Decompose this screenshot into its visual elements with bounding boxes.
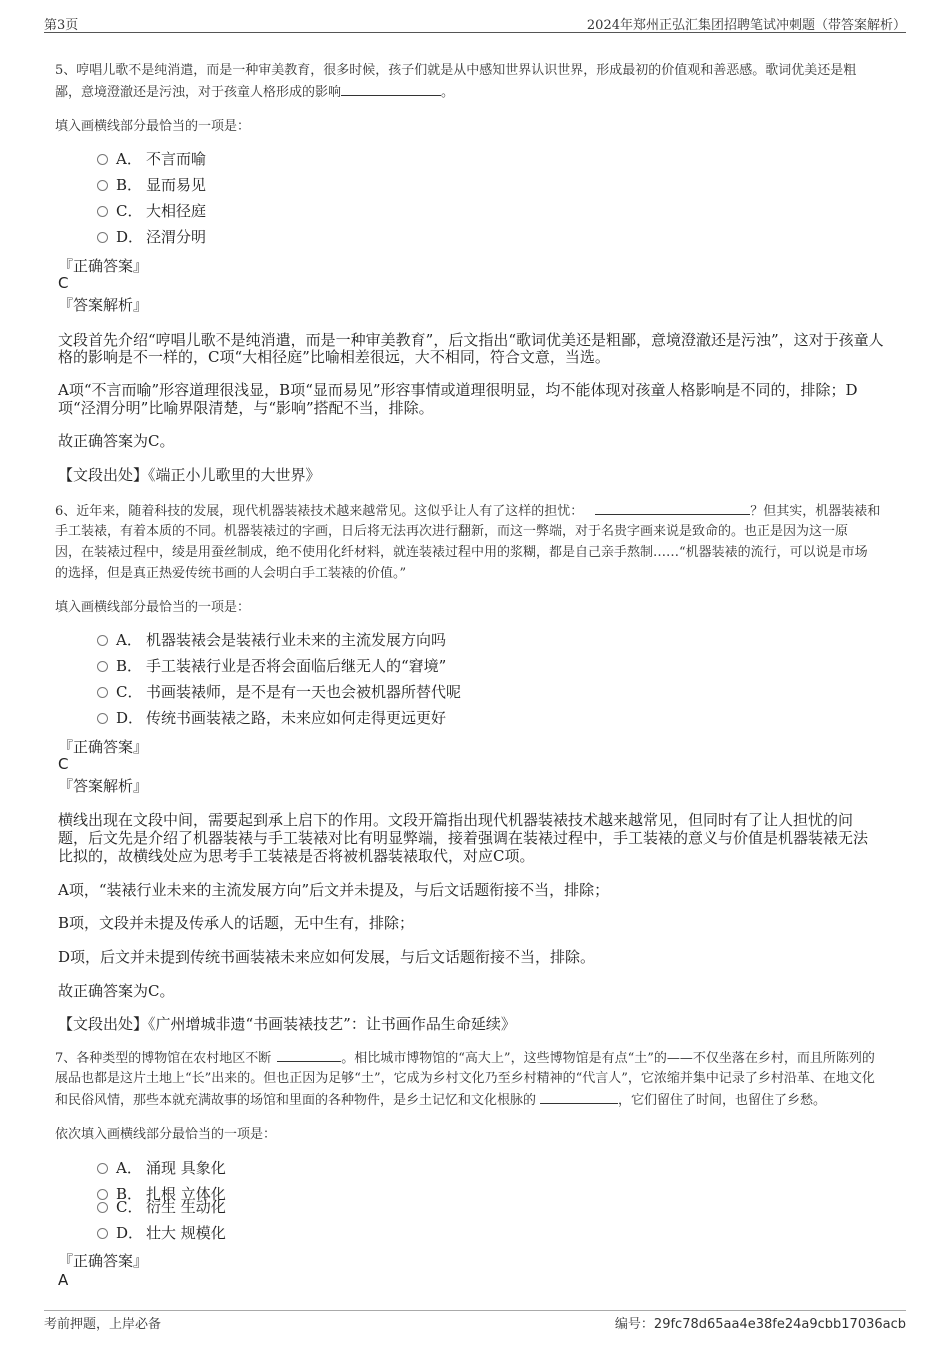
footer-code-value: 29fc78d65aa4e38fe24a9cbb17036acb bbox=[653, 1317, 906, 1332]
page-number: 第3页 bbox=[44, 18, 79, 33]
q5-stem-line1: 5、哼唱儿歌不是纯消遣，而是一种审美教育，很多时候，孩子们就是从中感知世界认识世界，形成最初的价值观和善恶感。歌词优美还是粗 bbox=[55, 63, 857, 78]
footer-divider bbox=[44, 1310, 906, 1311]
q7-stem-line3: 和民俗风情，那些本就充满故事的场馆和里面的各种物件，是乡土记忆和文化根脉的 ，它们留住了时间，也留住了乡愁。 bbox=[55, 1089, 826, 1111]
q5-blank bbox=[341, 81, 441, 96]
radio-icon[interactable] bbox=[97, 713, 108, 724]
page-footer bbox=[44, 1313, 906, 1333]
q6-analysis-p4: D项，后文并未提到传统书画装裱未来应如何发展，与后文话题衔接不当，排除。 bbox=[58, 948, 596, 966]
q7-option-b[interactable]: B． 扎根 立体化 bbox=[97, 1184, 226, 1204]
q6-analysis-p3: B项，文段并未提及传承人的话题，无中生有，排除； bbox=[58, 914, 415, 932]
q5-analysis-label: 『答案解析』 bbox=[58, 296, 149, 314]
q7-blank-1 bbox=[277, 1047, 341, 1062]
q7-option-c[interactable]: C． 衍生 生动化 bbox=[97, 1197, 226, 1217]
q6-source: 【文段出处】《广州增城非遗“书画装裱技艺”：让书画作品生命延续》 bbox=[58, 1015, 516, 1033]
radio-icon[interactable] bbox=[97, 206, 108, 217]
q6-stem-line2: 手工装裱，有着本质的不同。机器装裱过的字画，日后将无法再次进行翻新，而这一弊端，对于名贵字画来说是致命的。也正是因为这一原 bbox=[55, 524, 849, 539]
q5-stem-line2 bbox=[55, 81, 454, 103]
radio-icon[interactable] bbox=[97, 1202, 108, 1213]
footer-slogan: 考前押题，上岸必备 bbox=[44, 1317, 162, 1332]
radio-icon[interactable] bbox=[97, 180, 108, 191]
q5-answer-label: 『正确答案』 bbox=[58, 257, 149, 275]
q6-blank bbox=[595, 500, 750, 515]
header-divider bbox=[44, 32, 906, 33]
q5-analysis-p1b: 格的影响是不一样的，C项“大相径庭”比喻相差很远，大不相同，符合文意，当选。 bbox=[58, 348, 610, 366]
q5-stem-end: 。 bbox=[441, 85, 455, 100]
q7-answer-value: A bbox=[58, 1271, 69, 1289]
q7-blank-2 bbox=[540, 1089, 618, 1104]
q6-stem-line3: 因，在装裱过程中，绫是用蚕丝制成，绝不使用化纤材料，就连装裱过程中用的浆糊，都是自己亲手熬制……“机器装裱的流行，可以说是市场 bbox=[55, 545, 868, 560]
q7-option-d[interactable]: D． 壮大 规模化 bbox=[97, 1223, 226, 1243]
q7-prompt: 依次填入画横线部分最恰当的一项是： bbox=[55, 1127, 277, 1142]
q6-answer-label: 『正确答案』 bbox=[58, 738, 149, 756]
q5-prompt: 填入画横线部分最恰当的一项是： bbox=[55, 119, 251, 134]
q6-analysis-p1a: 横线出现在文段中间，需要起到承上启下的作用。文段开篇指出现代机器装裱技术越来越常见，但同时有了让人担忧的问 bbox=[58, 811, 854, 829]
q6-option-c[interactable]: C． 书画装裱师，是不是有一天也会被机器所替代呢 bbox=[97, 682, 461, 702]
q5-option-b[interactable]: B． 显而易见 bbox=[97, 175, 206, 195]
q5-analysis-p2b: 项“泾渭分明”比喻界限清楚，与“影响”搭配不当，排除。 bbox=[58, 399, 434, 417]
radio-icon[interactable] bbox=[97, 1228, 108, 1239]
radio-icon[interactable] bbox=[97, 635, 108, 646]
q7-option-a[interactable]: A． 涌现 具象化 bbox=[97, 1158, 226, 1178]
footer-code bbox=[615, 1313, 906, 1332]
q6-analysis-p5: 故正确答案为C。 bbox=[58, 982, 175, 1000]
q7-stem-line1: 7、各种类型的博物馆在农村地区不断 。相比城市博物馆的“高大上”，这些博物馆是有点“土”的——不仅坐落在乡村，而且所陈列的 bbox=[55, 1047, 875, 1069]
radio-icon[interactable] bbox=[97, 1163, 108, 1174]
q6-option-b[interactable]: B． 手工装裱行业是否将会面临后继无人的“窘境” bbox=[97, 656, 446, 676]
q5-stem-text: 鄙，意境澄澈还是污浊，对于孩童人格形成的影响 bbox=[55, 85, 342, 100]
q6-option-d[interactable]: D． 传统书画装裱之路，未来应如何走得更远更好 bbox=[97, 708, 446, 728]
q5-option-a[interactable]: A． 不言而喻 bbox=[97, 149, 206, 169]
q6-stem-line4: 的选择，但是真正热爱传统书画的人会明白手工装裱的价值。” bbox=[55, 566, 407, 581]
q6-option-a[interactable]: A． 机器装裱会是装裱行业未来的主流发展方向吗 bbox=[97, 630, 446, 650]
q6-analysis-p2: A项，“装裱行业未来的主流发展方向”后文并未提及，与后文话题衔接不当，排除； bbox=[58, 881, 610, 899]
document-title: 2024年郑州正弘汇集团招聘笔试冲刺题（带答案解析） bbox=[586, 18, 906, 33]
q5-analysis-p3: 故正确答案为C。 bbox=[58, 432, 175, 450]
radio-icon[interactable] bbox=[97, 154, 108, 165]
radio-icon[interactable] bbox=[97, 687, 108, 698]
page-header bbox=[44, 14, 906, 34]
q5-option-d[interactable]: D． 泾渭分明 bbox=[97, 227, 206, 247]
q6-prompt: 填入画横线部分最恰当的一项是： bbox=[55, 600, 251, 615]
q5-analysis-p2a: A项“不言而喻”形容道理很浅显，B项“显而易见”形容事情或道理很明显，均不能体现对孩童人格影响是不同的，排除；D bbox=[58, 381, 858, 399]
q5-source: 【文段出处】《端正小儿歌里的大世界》 bbox=[58, 466, 321, 484]
q6-analysis-p1b: 题，后文先是介绍了机器装裱与手工装裱对比有明显弊端，接着强调在装裱过程中，手工装裱的意义与价值是机器装裱无法 bbox=[58, 829, 869, 847]
q5-answer-value: C bbox=[58, 274, 69, 292]
footer-code-label: 编号： bbox=[614, 1317, 654, 1332]
q5-option-c[interactable]: C． 大相径庭 bbox=[97, 201, 206, 221]
q6-analysis-label: 『答案解析』 bbox=[58, 777, 149, 795]
q6-stem-line1: 6、近年来，随着科技的发展，现代机器装裱技术越来越常见。这似乎让人有了这样的担忧： ？但其实，机器装裱和 bbox=[55, 500, 880, 522]
q7-answer-label: 『正确答案』 bbox=[58, 1252, 149, 1270]
q5-analysis-p1a: 文段首先介绍“哼唱儿歌不是纯消遣，而是一种审美教育”，后文指出“歌词优美还是粗鄙，意境澄澈还是污浊”，这对于孩童人 bbox=[58, 331, 884, 349]
q6-answer-value: C bbox=[58, 755, 69, 773]
q6-analysis-p1c: 比拟的，故横线处应为思考手工装裱是否将被机器装裱取代，对应C项。 bbox=[58, 847, 535, 865]
radio-icon[interactable] bbox=[97, 661, 108, 672]
radio-icon[interactable] bbox=[97, 232, 108, 243]
q7-stem-line2: 展品也都是这片土地上“长”出来的。但也正因为足够“土”，它成为乡村文化乃至乡村精神的“代言人”，它浓缩并集中记录了乡村沿革、在地文化 bbox=[55, 1071, 875, 1086]
